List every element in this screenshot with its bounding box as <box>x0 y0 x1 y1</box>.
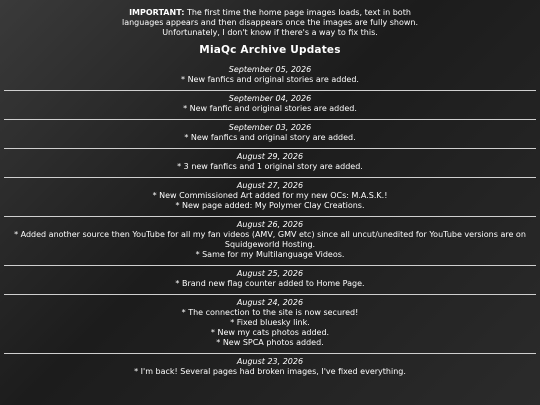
update-item: * Brand new flag counter added to Home Page. <box>175 279 365 288</box>
update-entry <box>0 295 540 353</box>
update-date: August 24, 2026 <box>236 298 304 307</box>
update-item: * New fanfic and original stories are added. <box>183 104 357 113</box>
update-item: * New page added: My Polymer Clay Creations. <box>175 201 365 210</box>
update-item: * The connection to the site is now secured! <box>181 308 359 317</box>
notice-label: IMPORTANT: <box>129 8 185 17</box>
notice-text: The first time the home page images loads, text in both languages appears and then disappears once the images are fully shown. Unfortunately, I don't know if there's a way to fix this. <box>121 8 419 37</box>
update-date: August 27, 2026 <box>236 181 304 190</box>
update-entry <box>0 120 540 148</box>
update-list <box>0 62 540 382</box>
update-item: * Same for my Multilanguage Videos. <box>195 250 345 259</box>
update-date: September 03, 2026 <box>228 123 312 132</box>
update-date: September 05, 2026 <box>228 65 312 74</box>
update-item: * New my cats photos added. <box>210 328 330 337</box>
update-item: * New Commissioned Art added for my new OCs: M.A.S.K.! <box>152 191 388 200</box>
update-entry <box>0 91 540 119</box>
update-item: * 3 new fanfics and 1 original story are added. <box>177 162 363 171</box>
update-date: August 29, 2026 <box>236 152 304 161</box>
update-date: September 04, 2026 <box>228 94 312 103</box>
update-item: * Added another source then YouTube for all my fan videos (AMV, GMV etc) since all uncut/unedited for YouTube versions are on Squidgeworld Hosting. <box>14 230 526 249</box>
update-item: * New fanfics and original story are added. <box>184 133 356 142</box>
update-entry <box>0 178 540 216</box>
update-item: * Fixed bluesky link. <box>230 318 310 327</box>
update-date: August 25, 2026 <box>236 269 304 278</box>
important-notice <box>120 0 420 38</box>
update-entry <box>0 354 540 382</box>
update-entry <box>0 149 540 177</box>
update-entry <box>0 217 540 265</box>
update-entry <box>0 62 540 90</box>
update-date: August 26, 2026 <box>236 220 304 229</box>
update-entry <box>0 266 540 294</box>
update-date: August 23, 2026 <box>236 357 304 366</box>
page-title: MiaQc Archive Updates <box>199 44 341 56</box>
update-item: * I'm back! Several pages had broken images, I've fixed everything. <box>134 367 406 376</box>
update-item: * New SPCA photos added. <box>216 338 324 347</box>
update-item: * New fanfics and original stories are added. <box>181 75 359 84</box>
